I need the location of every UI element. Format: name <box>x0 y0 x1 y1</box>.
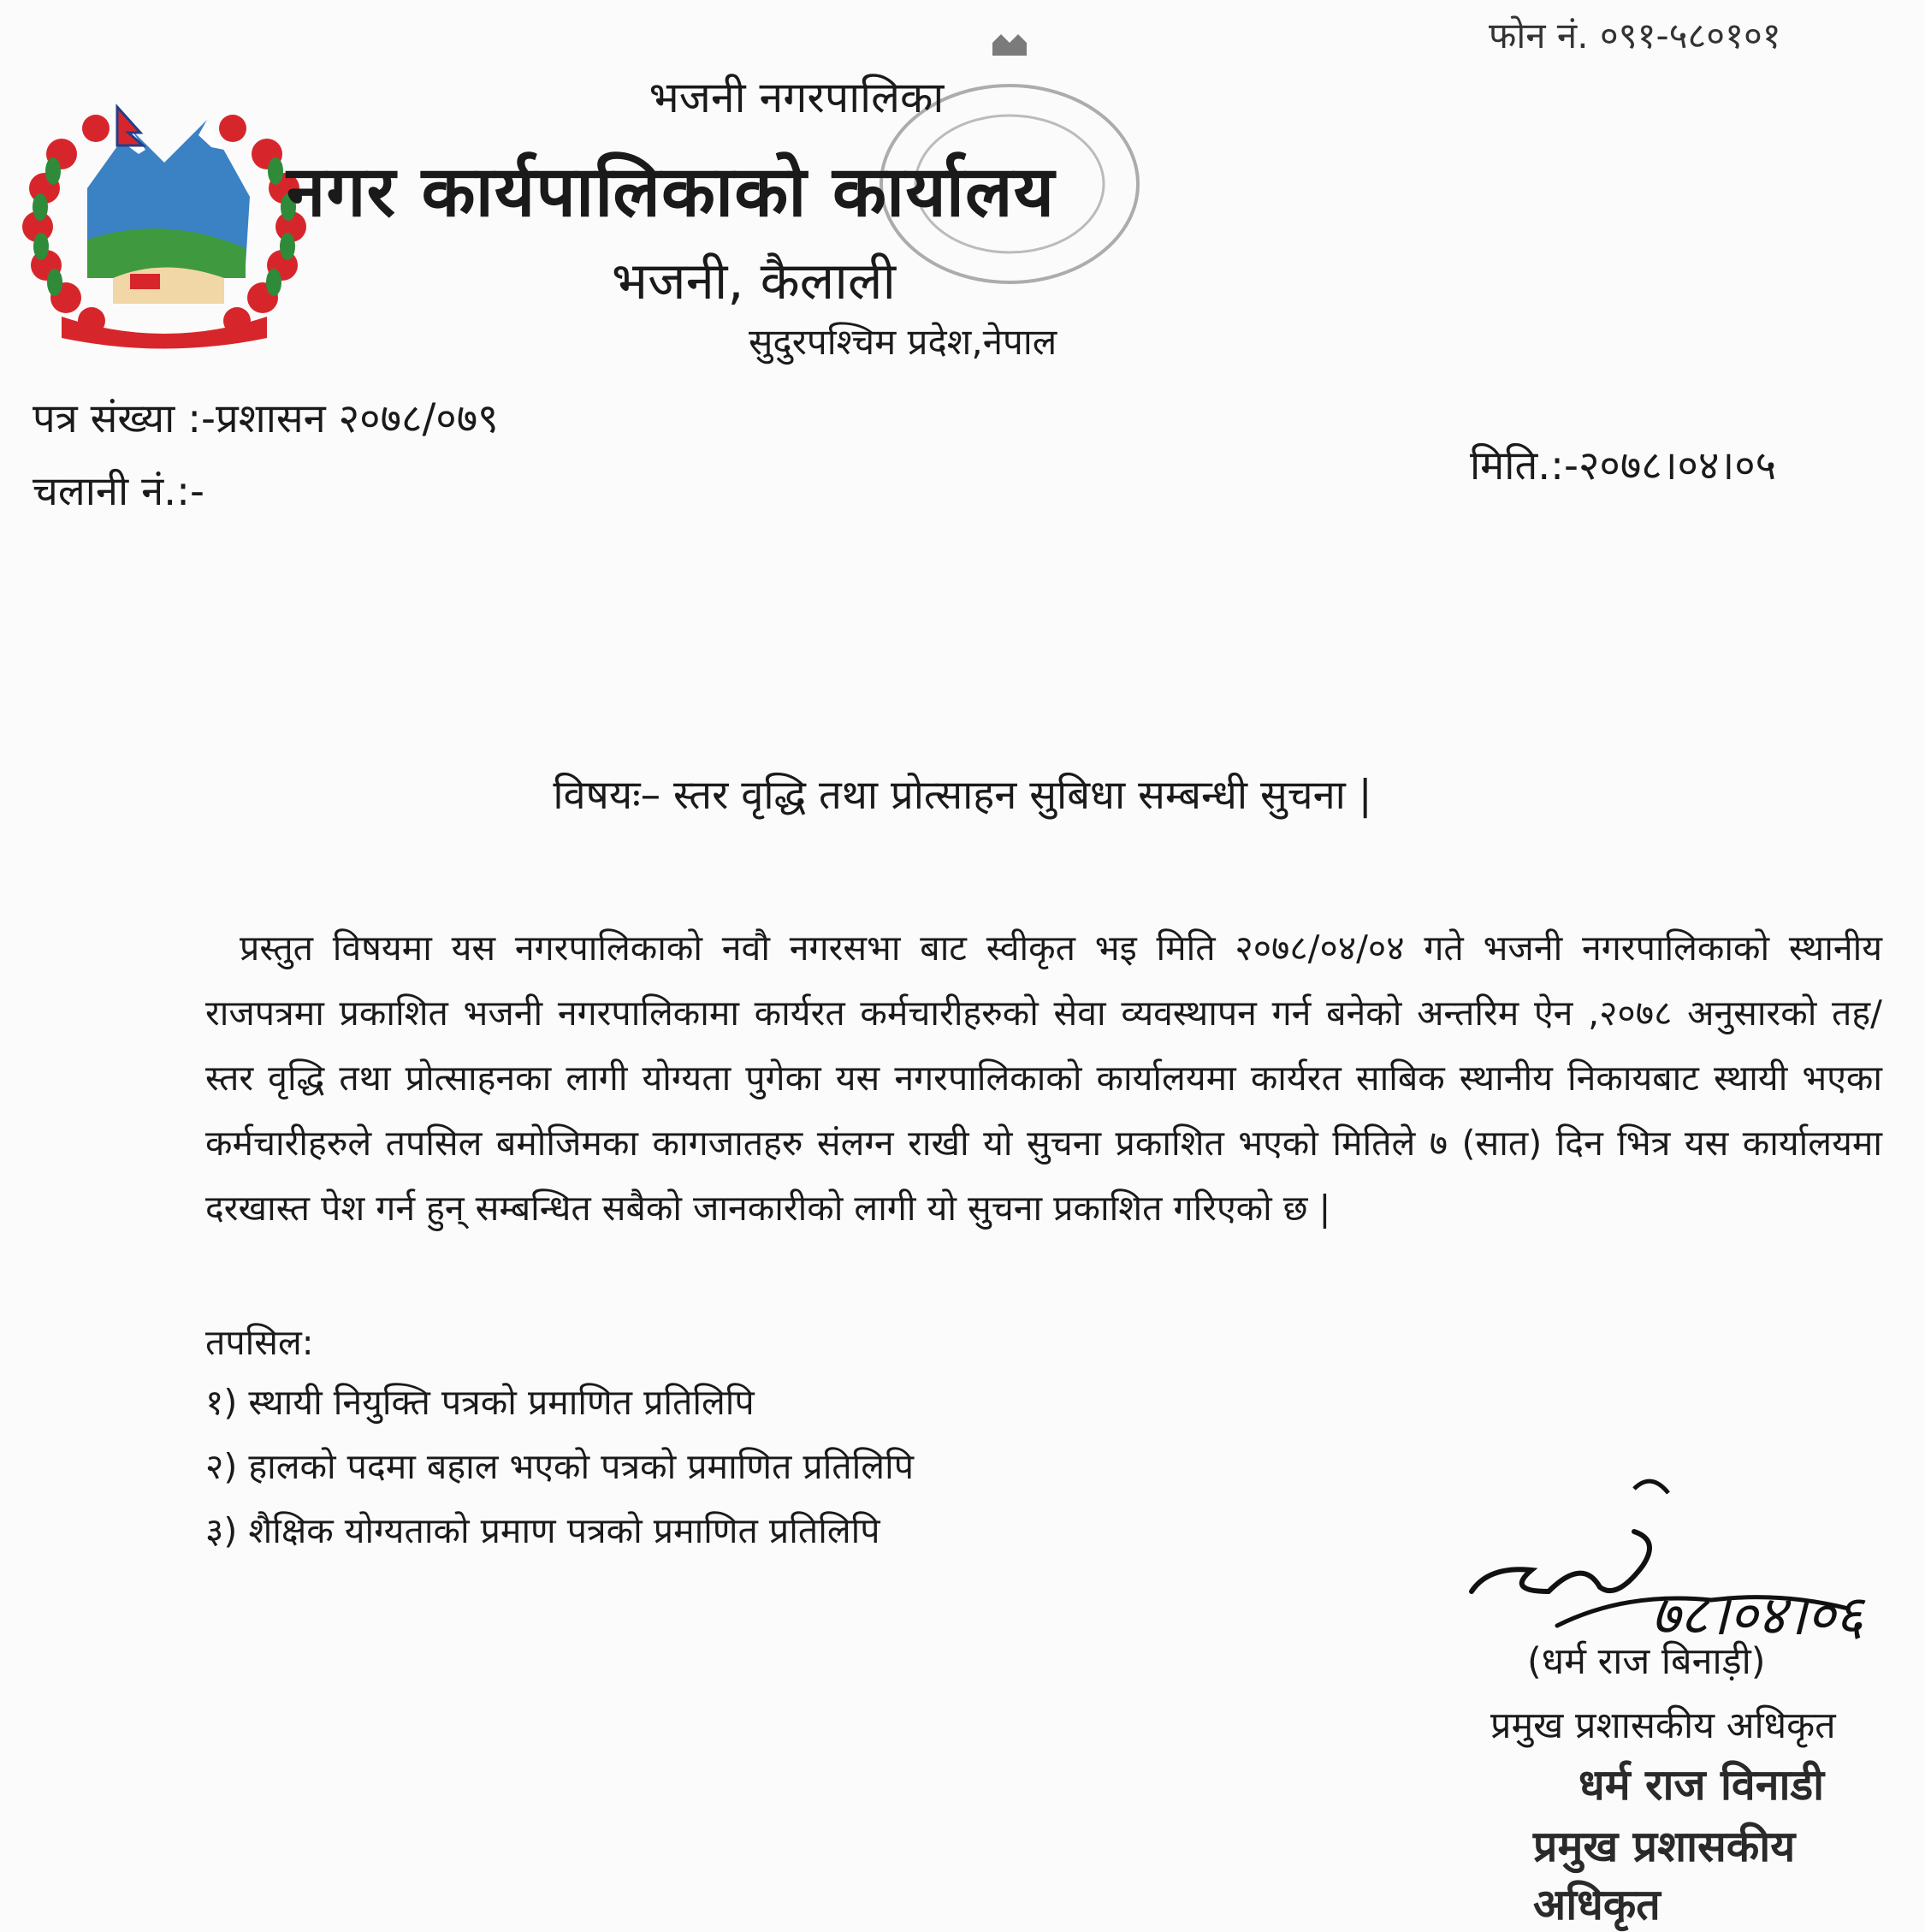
list-item: ३) शैक्षिक योग्यताको प्रमाण पत्रको प्रमाणित प्रतिलिपि <box>205 1510 880 1551</box>
office-title: नगर कार्यपालिकाको कार्यालय <box>286 151 1056 233</box>
province-line: सुदुरपश्चिम प्रदेश,नेपाल <box>749 321 1057 363</box>
letter-subject: विषयः– स्तर वृद्धि तथा प्रोत्साहन सुबिधा सम्बन्धी सुचना | <box>553 772 1372 819</box>
stamp-signatory-name: धर्म राज विनाडी <box>1578 1760 1825 1810</box>
letter-body: प्रस्तुत विषयमा यस नगरपालिकाको नवौ नगरसभा बाट स्वीकृत भइ मिति २०७८/०४/०४ गते भजनी नगरपालिकाको स्थानीय राजपत्रमा प्रकाशित भजनी नगरपालिकामा कार्यरत कर्मचारीहरुको सेवा व्यवस्थापन गर्न बनेको अन्तरिम ऐन ,२०७८ अनुसारको तह/ स्तर वृद्धि तथा प्रोत्साहनका लागी योग्यता पुगेका यस नगरपालिकाको कार्यालयमा कार्यरत साबिक स्थानीय निकायबाट स्थायी भएका कर्मचारीहरुले तपसिल बमोजिमका कागजातहरु संलग्न राखी यो सुचना प्रकाशित भएको मितिले ७ (सात) दिन भित्र यस कार्यालयमा दरखास्त पेश गर्न हुन् सम्बन्धित सबैको जानकारीको लागी यो सुचना प्रकाशित गरिएको छ | <box>205 927 1882 1229</box>
svg-text:७८।०४।०६: ७८।०४।०६ <box>1651 1585 1864 1648</box>
letter-reference: पत्र संख्या :-प्रशासन २०७८/०७९ <box>33 395 499 442</box>
tapasil-label: तपसिल: <box>205 1322 314 1363</box>
list-item: १) स्थायी नियुक्ति पत्रको प्रमाणित प्रतिलिपि <box>205 1382 755 1423</box>
letter-date: मिति.:-२०७८।०४।०५ <box>1470 442 1777 489</box>
dispatch-number: चलानी नं.:- <box>33 468 204 515</box>
municipality-name: भजनी नगरपालिका <box>649 73 945 122</box>
stamp-signatory-post: प्रमुख प्रशासकीय अधिकृत <box>1533 1822 1796 1929</box>
phone-number: फोन नं. ०९१-५८०१०१ <box>1489 15 1781 56</box>
signatory-post: प्रमुख प्रशासकीय अधिकृत <box>1490 1704 1836 1747</box>
signatory-name: (धर्म राज बिनाड़ी) <box>1527 1640 1766 1683</box>
office-address: भजनी, कैलाली <box>611 252 897 311</box>
list-item: २) हालको पदमा बहाल भएको पत्रको प्रमाणित प्रतिलिपि <box>205 1446 915 1487</box>
